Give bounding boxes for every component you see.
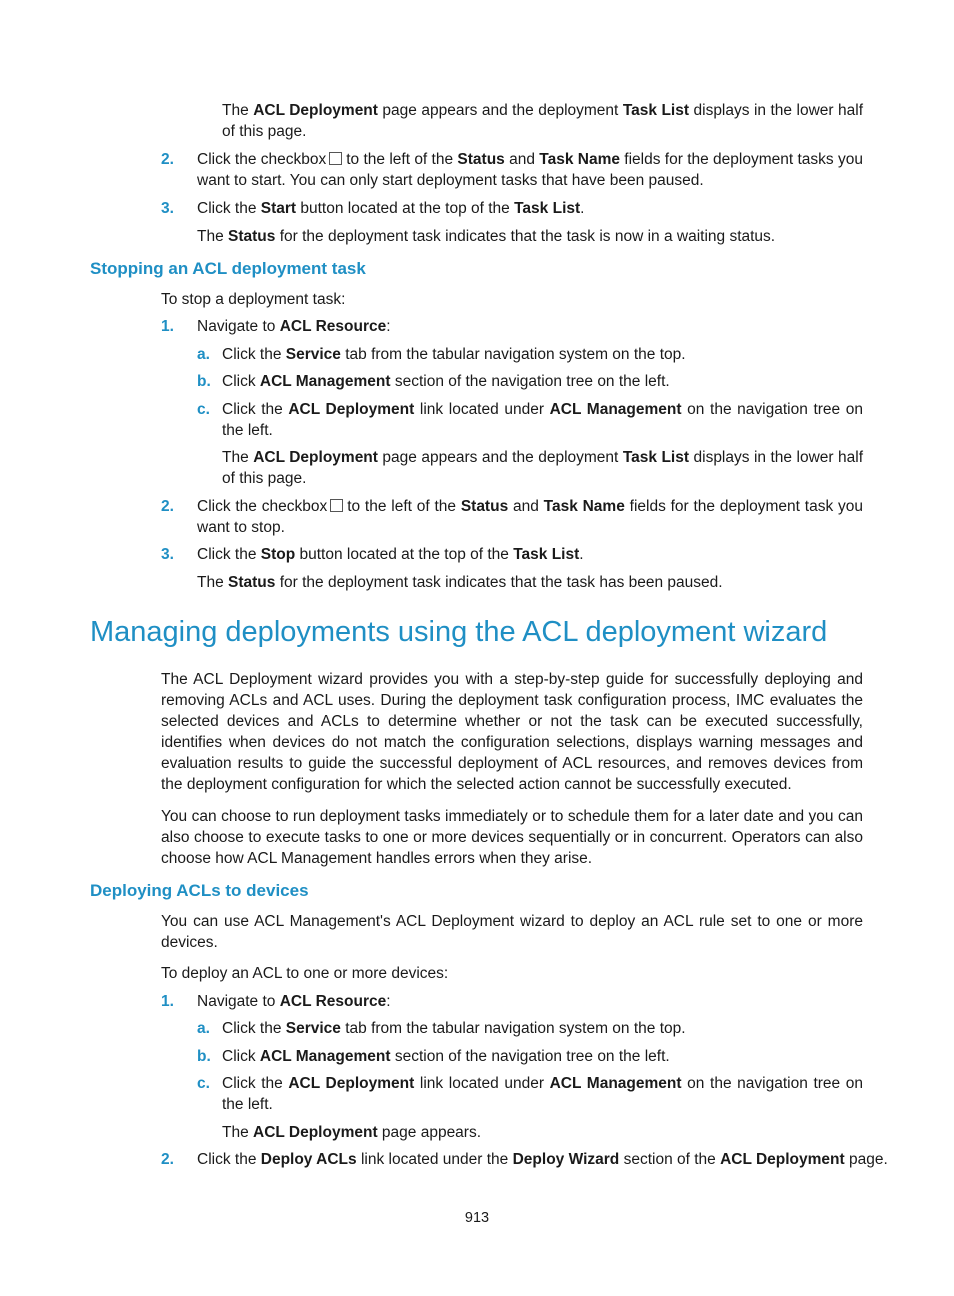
substep-text: Click the Service tab from the tabular navigation system on the top. (222, 346, 686, 363)
substep-letter: c. (197, 401, 210, 418)
paragraph: The ACL Deployment wizard provides you with a step-by-step guide for successfully deploying and removing ACLs and ACL uses. During the deployment task configuration process, IMC evaluates the selected devices and ACLs to determine whether or not the task can be executed successfully, identifies when devices do not match the configuration selections, displays warning messages and evaluation results to guide the successful deployment of ACL resources, and removes devices from the deployment configuration for which the selected action cannot be successfully executed. (161, 671, 863, 793)
intro-text: To deploy an ACL to one or more devices: (161, 965, 449, 982)
step-number: 1. (161, 318, 174, 335)
substep-note: The ACL Deployment page appears and the deployment Task List displays in the lower half of this page. (222, 449, 864, 487)
paragraph: You can use ACL Management's ACL Deployment wizard to deploy an ACL rule set to one or more devices. (161, 913, 863, 951)
substep-text: Click ACL Management section of the navigation tree on the left. (222, 1048, 670, 1065)
checkbox-icon (329, 152, 342, 165)
step-text: Click the checkbox to the left of the Status and Task Name fields for the deployment task you want to stop. (197, 498, 863, 536)
page-number: 913 (464, 1210, 490, 1226)
section-heading: Stopping an ACL deployment task (90, 259, 366, 278)
step-number: 1. (161, 993, 174, 1010)
chapter-heading: Managing deployments using the ACL deployment wizard (90, 616, 828, 648)
substep-letter: b. (197, 1048, 211, 1065)
step-note: The Status for the deployment task indicates that the task is now in a waiting status. (197, 228, 776, 245)
substep-letter: a. (197, 1020, 210, 1037)
paragraph: You can choose to run deployment tasks immediately or to schedule them for a later date and you can also choose to execute tasks to one or more devices sequentially or in concurrent. Operators can also choose how ACL Management handles errors when they arise. (161, 808, 863, 867)
substep-letter: c. (197, 1075, 210, 1092)
step-text: Click the Stop button located at the top of the Task List. (197, 546, 584, 563)
step-number: 2. (161, 498, 174, 515)
step-text: Click the Start button located at the top of the Task List. (197, 200, 585, 217)
step-number: 2. (161, 151, 174, 168)
step-text: Click the checkbox to the left of the Status and Task Name fields for the deployment tasks you want to start. You can only start deployment tasks that have been paused. (197, 151, 863, 189)
substep-text: Click the Service tab from the tabular navigation system on the top. (222, 1020, 686, 1037)
step-note: The Status for the deployment task indicates that the task has been paused. (197, 574, 723, 591)
substep-note: The ACL Deployment page appears. (222, 1124, 482, 1141)
substep-text: Click ACL Management section of the navigation tree on the left. (222, 373, 670, 390)
step-text: Click the Deploy ACLs link located under the Deploy Wizard section of the ACL Deployment page. (197, 1151, 888, 1168)
paragraph: The ACL Deployment page appears and the deployment Task List displays in the lower half of this page. (222, 102, 864, 140)
step-text: Navigate to ACL Resource: (197, 993, 391, 1010)
step-number: 2. (161, 1151, 174, 1168)
step-number: 3. (161, 200, 174, 217)
intro-text: To stop a deployment task: (161, 291, 346, 308)
checkbox-icon (330, 499, 343, 512)
step-text: Navigate to ACL Resource: (197, 318, 391, 335)
section-heading: Deploying ACLs to devices (90, 881, 309, 900)
substep-letter: a. (197, 346, 210, 363)
substep-text: Click the ACL Deployment link located under ACL Management on the navigation tree on the left. (222, 1075, 864, 1113)
substep-letter: b. (197, 373, 211, 390)
substep-text: Click the ACL Deployment link located under ACL Management on the navigation tree on the left. (222, 401, 864, 439)
step-number: 3. (161, 546, 174, 563)
